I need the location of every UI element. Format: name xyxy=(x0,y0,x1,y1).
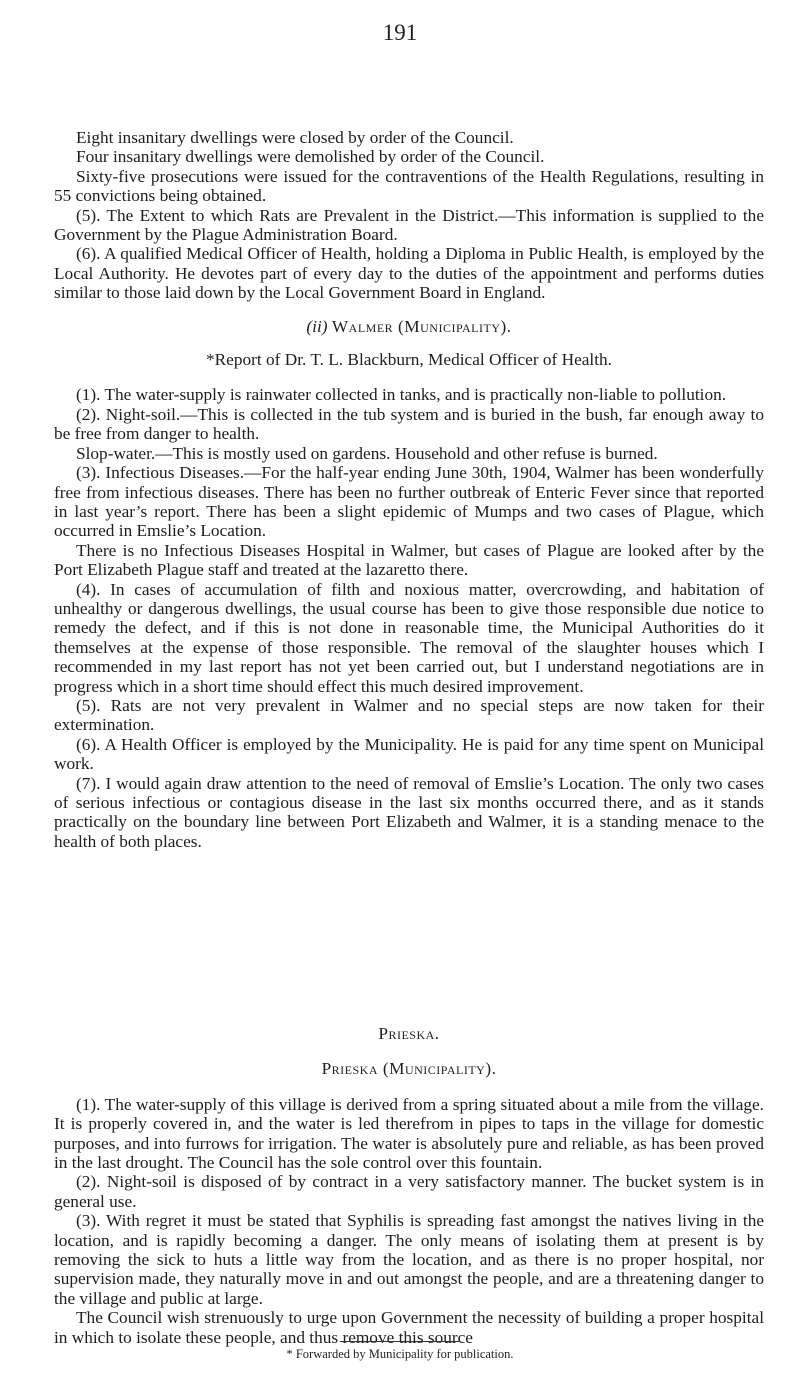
walmer-heading-text: Walmer (Municipality). xyxy=(331,316,512,336)
intro-paragraph: (5). The Extent to which Rats are Prevalent in the District.—This information is supplied to the Government by the Plague Administration Board. xyxy=(54,205,764,245)
walmer-paragraph: There is no Infectious Diseases Hospital in Walmer, but cases of Plague are looked after by the Port Elizabeth Plague staff and treated at the lazaretto there. xyxy=(54,540,764,580)
text-column xyxy=(54,128,764,851)
prieska-section xyxy=(54,1024,764,1347)
prieska-paragraph: The Council wish strenuously to urge upon Government the necessity of building a proper hospital in which to isolate these people, and thus remove this source xyxy=(54,1308,764,1347)
walmer-report-line: *Report of Dr. T. L. Blackburn, Medical Officer of Health. xyxy=(206,350,612,370)
prieska-section-title: Prieska. xyxy=(378,1024,440,1043)
prieska-paragraph: (2). Night-soil is disposed of by contract in a very satisfactory manner. The bucket system is in general use. xyxy=(54,1172,764,1211)
prieska-paragraph: (1). The water-supply of this village is derived from a spring situated about a mile from the village. It is properly covered in, and the water is led therefrom in pipes to taps in the village for domestic purposes, and into furrows for irrigation. The water is absolutely pure and reliable, as has been proved in the last drought. The Council has the sole control over this fountain. xyxy=(54,1094,764,1173)
walmer-paragraph: Slop-water.—This is mostly used on gardens. Household and other refuse is burned. xyxy=(76,443,658,463)
walmer-paragraph: (1). The water-supply is rainwater collected in tanks, and is practically non-liable to pollution. xyxy=(76,385,727,405)
page-number: 191 xyxy=(382,20,418,45)
intro-paragraph: Eight insanitary dwellings were closed by order of the Council. xyxy=(76,128,514,147)
walmer-heading-number: (ii) xyxy=(306,316,328,336)
walmer-paragraph: (6). A Health Officer is employed by the Municipality. He is paid for any time spent on Municipal work. xyxy=(54,734,764,774)
walmer-paragraph: (5). Rats are not very prevalent in Walmer and no special steps are now taken for their extermination. xyxy=(54,695,764,735)
intro-paragraph: (6). A qualified Medical Officer of Health, holding a Diploma in Public Health, is employed by the Local Authority. He devotes part of every day to the duties of the appointment and performs duties similar to those laid down by the Local Government Board in England. xyxy=(54,244,764,303)
walmer-heading xyxy=(54,317,764,336)
walmer-paragraph: (2). Night-soil.—This is collected in the tub system and is buried in the bush, far enough away to be free from danger to health. xyxy=(54,404,764,444)
intro-paragraph: Sixty-five prosecutions were issued for the contraventions of the Health Regulations, resulting in 55 convictions being obtained. xyxy=(54,166,764,206)
walmer-paragraph: (4). In cases of accumulation of filth and noxious matter, overcrowding, and habitation of unhealthy or dangerous dwellings, the usual course has been to give those responsible due notice to remedy the defect, and if this is not done in reasonable time, the Municipal Authorities do it themselves at the expense of those responsible. The removal of the slaughter houses which I recommended in my last report has not yet been carried out, but I understand negotiations are in progress which in a short time should effect this much desired improvement. xyxy=(54,579,764,696)
prieska-sub-title: Prieska (Municipality). xyxy=(321,1059,497,1079)
footnote-rule xyxy=(340,1341,460,1342)
prieska-paragraph: (3). With regret it must be stated that Syphilis is spreading fast amongst the natives living in the location, and is rapidly becoming a danger. The only means of isolating them at present is by removing the sick to huts a little way from the location, and as there is no proper hospital, nor supervision made, they naturally move in and out amongst the people, and are a threatening danger to the village and public at large. xyxy=(54,1211,764,1308)
walmer-paragraph: (7). I would again draw attention to the need of removal of Emslie’s Location. The only two cases of serious infectious or contagious disease in the last six months occurred there, and as it stands practically on the boundary line between Port Elizabeth and Walmer, it is a standing menace to the health of both places. xyxy=(54,773,764,851)
intro-paragraph: Four insanitary dwellings were demolished by order of the Council. xyxy=(76,147,545,167)
walmer-paragraph: (3). Infectious Diseases.—For the half-year ending June 30th, 1904, Walmer has been wonderfully free from infectious diseases. There has been no further outbreak of Enteric Fever since that reported in last year’s report. There has been a slight epidemic of Mumps and two cases of Plague, which occurred in Emslie’s Location. xyxy=(54,463,764,541)
footnote: * Forwarded by Municipality for publication. xyxy=(286,1347,514,1361)
